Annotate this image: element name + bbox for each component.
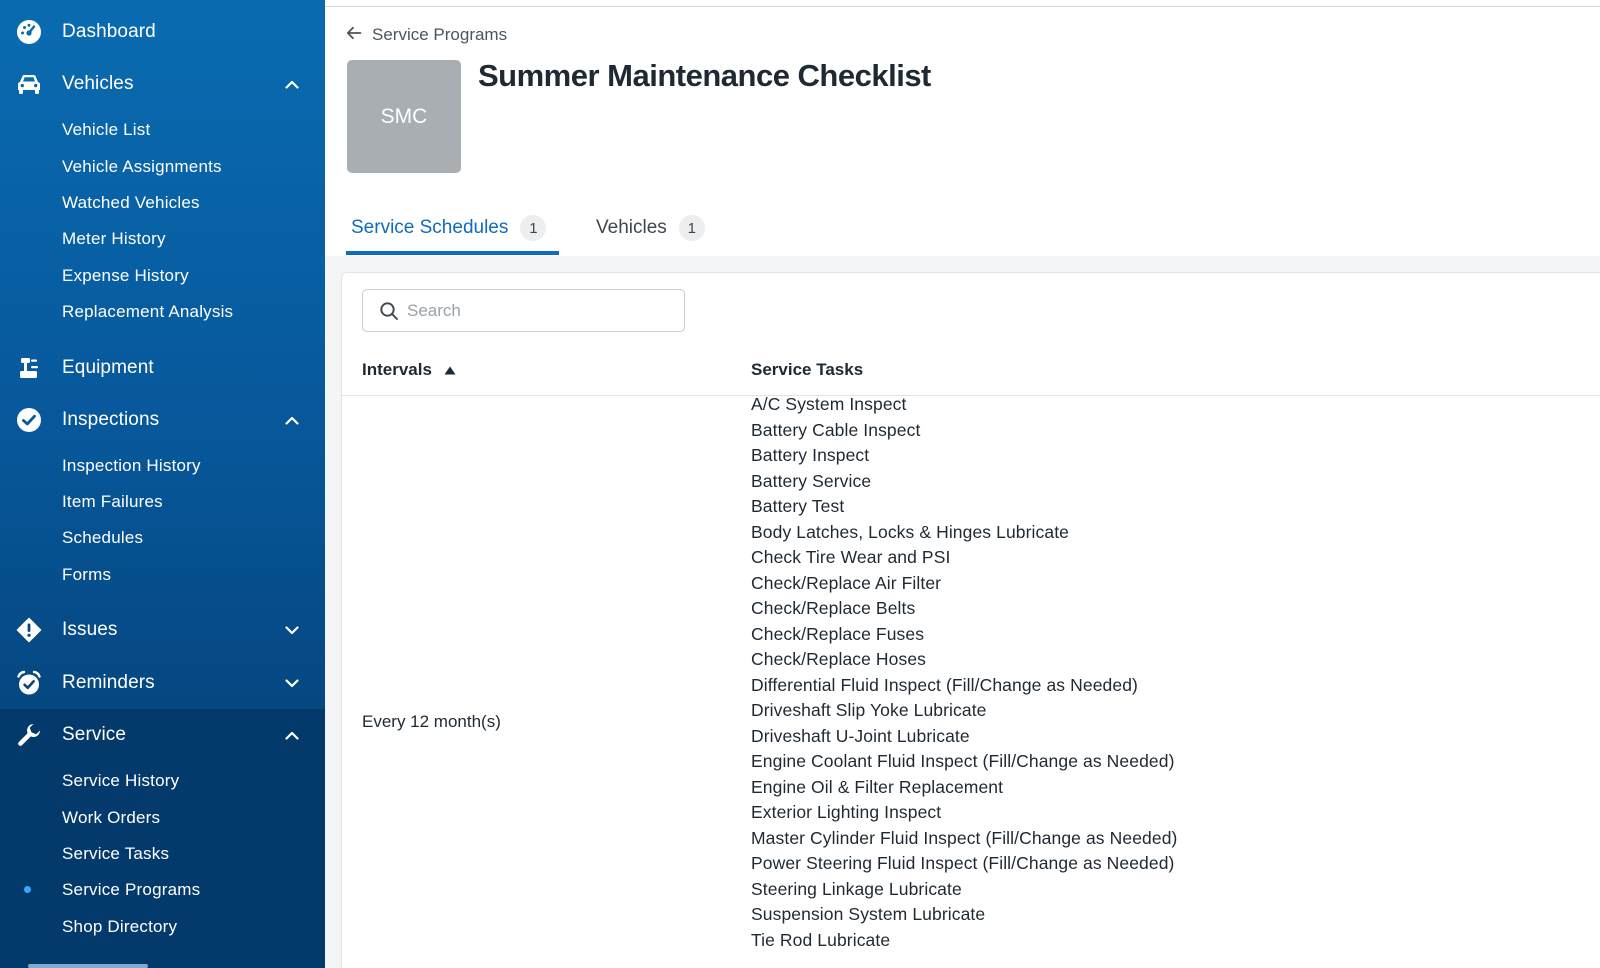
list-item: Differential Fluid Inspect (Fill/Change as Needed) <box>751 674 1138 695</box>
active-indicator-dot <box>24 886 31 893</box>
sidebar-scrollbar[interactable] <box>28 964 148 968</box>
sidebar-item-equipment[interactable] <box>0 346 325 390</box>
sidebar-item-service-tasks[interactable]: Service Tasks <box>62 844 170 863</box>
sidebar-item-issues[interactable] <box>0 608 325 652</box>
sidebar-item-service[interactable] <box>0 713 325 757</box>
sidebar-item-shop-directory[interactable]: Shop Directory <box>62 917 178 936</box>
sidebar-item-replacement-analysis[interactable]: Replacement Analysis <box>62 302 234 321</box>
list-item: Check/Replace Fuses <box>751 623 925 644</box>
list-item: Exterior Lighting Inspect <box>751 802 942 822</box>
dashboard-gauge-icon <box>16 19 42 45</box>
interval-cell: Every 12 month(s) <box>362 712 501 731</box>
avatar-initials: SMC <box>380 104 428 128</box>
list-item: Check/Replace Hoses <box>751 649 927 669</box>
tab-label: Vehicles <box>596 217 667 238</box>
tab-count-badge: 1 <box>679 215 705 241</box>
top-divider <box>325 6 1600 7</box>
sidebar-item-label: Inspections <box>62 409 160 430</box>
sidebar-item-forms[interactable]: Forms <box>62 565 112 584</box>
alarm-clock-icon <box>16 670 42 696</box>
list-item: Body Latches, Locks & Hinges Lubricate <box>751 521 1070 542</box>
chevron-down-icon[interactable] <box>281 619 303 641</box>
search-box[interactable] <box>362 289 685 332</box>
list-item: Check/Replace Air Filter <box>751 572 942 593</box>
tab-service-schedules[interactable] <box>351 200 546 256</box>
sidebar-item-inspections[interactable] <box>0 398 325 442</box>
sidebar-item-reminders[interactable] <box>0 661 325 705</box>
sidebar-item-label: Vehicles <box>62 73 134 94</box>
column-header-label: Intervals <box>362 360 432 379</box>
list-item: Driveshaft Slip Yoke Lubricate <box>751 700 987 720</box>
list-item: A/C System Inspect <box>751 394 907 414</box>
sidebar-item-schedules[interactable]: Schedules <box>62 528 144 547</box>
list-item: Tie Rod Lubricate <box>751 929 891 950</box>
tab-bar <box>325 200 1600 256</box>
sidebar-item-work-orders[interactable]: Work Orders <box>62 808 161 827</box>
sort-ascending-icon <box>444 360 456 380</box>
tab-vehicles[interactable] <box>596 200 705 256</box>
list-item: Suspension System Lubricate <box>751 904 986 924</box>
alert-diamond-icon <box>16 617 42 643</box>
wrench-icon <box>16 722 42 748</box>
list-item: Power Steering Fluid Inspect (Fill/Change as Needed) <box>751 853 1175 873</box>
list-item: Driveshaft U-Joint Lubricate <box>751 725 970 746</box>
sidebar-item-item-failures[interactable]: Item Failures <box>62 492 163 511</box>
chevron-down-icon[interactable] <box>281 672 303 694</box>
list-item: Check/Replace Belts <box>751 598 916 618</box>
list-item: Battery Cable Inspect <box>751 419 921 440</box>
page-title: Summer Maintenance Checklist <box>478 58 931 93</box>
sidebar-item-dashboard[interactable] <box>0 10 325 54</box>
service-tasks-list <box>751 392 1177 953</box>
list-item: Engine Oil & Filter Replacement <box>751 776 1004 797</box>
chevron-up-icon[interactable] <box>281 73 303 95</box>
sidebar-item-vehicle-assignments[interactable]: Vehicle Assignments <box>62 157 222 176</box>
column-header-label: Service Tasks <box>751 360 864 379</box>
sidebar-item-label: Service <box>62 724 127 745</box>
column-header-intervals[interactable] <box>362 360 456 380</box>
check-circle-icon <box>16 407 42 433</box>
sidebar-item-inspection-history[interactable]: Inspection History <box>62 456 201 475</box>
back-link-label: Service Programs <box>372 25 508 44</box>
search-icon <box>379 301 399 321</box>
sidebar-item-watched-vehicles[interactable]: Watched Vehicles <box>62 193 200 212</box>
chevron-up-icon[interactable] <box>281 724 303 746</box>
sidebar-item-label: Dashboard <box>62 21 156 42</box>
list-item: Steering Linkage Lubricate <box>751 878 962 899</box>
sidebar-item-expense-history[interactable]: Expense History <box>62 266 189 285</box>
sidebar-item-vehicle-list[interactable]: Vehicle List <box>62 120 151 139</box>
sidebar-item-label: Equipment <box>62 357 154 378</box>
sidebar <box>0 0 325 968</box>
list-item: Battery Test <box>751 496 845 516</box>
list-item: Check Tire Wear and PSI <box>751 547 951 567</box>
sidebar-item-meter-history[interactable]: Meter History <box>62 229 166 248</box>
column-header-service-tasks <box>751 360 863 380</box>
avatar <box>347 60 461 173</box>
tab-label: Service Schedules <box>351 217 509 238</box>
active-tab-underline <box>346 251 559 255</box>
sidebar-item-vehicles[interactable] <box>0 62 325 106</box>
list-item: Battery Service <box>751 470 872 491</box>
back-link[interactable] <box>346 24 507 46</box>
search-input[interactable] <box>407 298 667 324</box>
list-item: Engine Coolant Fluid Inspect (Fill/Change as Needed) <box>751 751 1175 771</box>
list-item: Battery Inspect <box>751 445 870 465</box>
chevron-up-icon[interactable] <box>281 409 303 431</box>
list-item: Master Cylinder Fluid Inspect (Fill/Change as Needed) <box>751 827 1178 848</box>
sidebar-item-label: Issues <box>62 619 118 640</box>
tab-count-badge: 1 <box>520 215 546 241</box>
car-icon <box>16 71 42 97</box>
sidebar-item-label: Reminders <box>62 672 155 693</box>
arrow-left-icon <box>346 25 362 45</box>
sidebar-item-service-history[interactable]: Service History <box>62 771 180 790</box>
equipment-icon <box>16 355 42 381</box>
sidebar-item-service-programs[interactable]: Service Programs <box>62 880 201 899</box>
